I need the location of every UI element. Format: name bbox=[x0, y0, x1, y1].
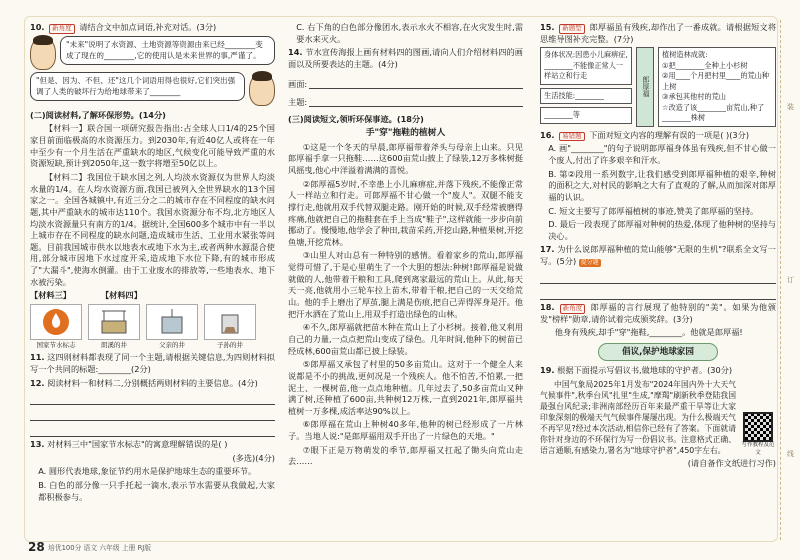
q13-option-c: C. 右下角的白色部分像团水,表示水火不相容,在火灾发生时,需要水来灭火。 bbox=[296, 22, 523, 44]
mind-map-skills: 生活技能:________ bbox=[540, 88, 632, 104]
q18-answer-line[interactable]: 他身有残疾,却手"穿"拖鞋,________。他就是郎厚福! bbox=[554, 327, 743, 338]
page-number: 28 bbox=[28, 539, 45, 554]
dry-well-icon bbox=[210, 307, 250, 337]
section-3-title: (三)阅读短文,领听环保事迹。(18分) bbox=[288, 113, 424, 124]
well-icon bbox=[94, 307, 134, 337]
q19: 19. 根据下面提示写倡议书,做地球的守护者。(30分) bbox=[540, 364, 733, 375]
story-paragraph-6: ⑥郎厚福在荒山上种树40多年,他种的树已经形成了一片林子。当地人说:"是郎厚福用双手开出了一片绿色的天地。" bbox=[288, 419, 523, 442]
q16-option-d: D. 最后一段表现了郎厚福对种树的热爱,体现了他种树的坚持与决心。 bbox=[548, 219, 776, 241]
material-2: 【材料二】我国位于缺水国之列,人均淡水资源仅为世界人均淡水量的1/4。在人均水资源方面,我国已被列入全世界缺水的13个国家之一。全国各城镇中,有近三分之二的城市存在不同程度的缺水问题,其中严重缺水的城市达110个。我国水资源分布不均,北方地区人均淡水资源量只有南方的1/4。据统计,全国600多个城市中有一半以上城市存在不同程度的缺水问题,造成城市生活、工业用水紧张等问题。目前我国城市供水以地表水或地下水为主,或者两种水源混合使用,部分城市因地下水过度开采,造成地下水位下降,有的城市形成了"大漏斗",使海水倒灌。由于工业废水的排放等,一些地表水、地下水被污染。 bbox=[30, 172, 275, 287]
q15: 15. 新题型 郎厚福虽有残疾,却作出了一番成就。请根据短文将思维导图补充完整。(7分) bbox=[540, 22, 776, 44]
story-paragraph-3: ③山里人对山总有一种特别的感情。看着家乡的荒山,郎厚福觉得可惜了,于是心里萌生了一个大胆的想法:种树!郎厚福是说做就做的人,他带着干粮和工具,爬到离家最远的荒山上。从此,每天天一亮,他就用小三轮车拉上苗木,带着干粮,把自己的一天交给荒山。他的手上磨出了厚茧,腿上满是伤痕,把自己弄得浑身是汗。他把汗水洒在了荒山上,用双手打造出绿色的山林。 bbox=[288, 250, 523, 319]
q16-option-a: A. 画"________"的句子说明郎厚福身体虽有残疾,但不甘心做一个废人,付出了许多艰辛和汗水。 bbox=[548, 143, 776, 165]
figure-descendants-well: 子孙的井 bbox=[204, 304, 256, 350]
story-paragraph-5: ⑤郎厚福又承包了村里的50多亩荒山。这对于一个健全人来说都是不小的挑战,更何况是一个残疾人。他不怕苦,不怕累,一把泥土、一棵树苗,他一点点地种植。几年过去了,50多亩荒山又种满了树,还种植了600亩,共种树12万株,一直到2021年,郎厚福共植树一万多棵,成活率达90%以上。 bbox=[288, 359, 523, 416]
q19-body-row bbox=[540, 379, 776, 458]
mind-map-etc: ________等 bbox=[540, 107, 632, 123]
boy-illustration bbox=[30, 36, 56, 70]
dialogue-row-2 bbox=[30, 72, 275, 106]
dialogue-row-1 bbox=[30, 36, 275, 70]
story-title: 手"穿"拖鞋的植树人 bbox=[365, 128, 446, 139]
material-3-4-labels: 【材料三】 【材料四】 bbox=[30, 290, 142, 301]
answer-line[interactable] bbox=[540, 270, 776, 284]
section-2-title: (二)阅读材料,了解环保形势。(14分) bbox=[30, 109, 166, 120]
water-drop-logo-icon bbox=[41, 307, 71, 337]
q16-option-c: C. 短文主要写了郎厚福植树的事迹,赞美了郎厚福的坚持。 bbox=[548, 205, 759, 216]
section-4-banner: 倡议,保护地球家园 bbox=[598, 343, 718, 361]
speech-bubble-2: "但是、因为、不但、还"这几个词语用得也很好,它们突出强调了人类的破坏行为给地球带来了________ bbox=[30, 72, 245, 102]
mind-map-left bbox=[540, 47, 632, 126]
material-1: 【材料一】联合国一项研究报告指出:占全球人口1/4的25个国家目前面临极高的水资源压力。到2030年,有近40亿人或将在一年中至少有一个月生活在严重缺水的地区,气候变化可能导致严重的水资源短缺,预计到2050年,这一数字将增至50亿以上。 bbox=[30, 123, 275, 169]
mind-map-center: 郎厚福 bbox=[636, 47, 654, 126]
q13-score: (多选)(4分) bbox=[232, 452, 275, 463]
q11: 11. 这四则材料都表现了同一个主题,请根据关键信息,为四则材料拟写一个共同的标题:________(2分) bbox=[30, 352, 275, 374]
column-right bbox=[540, 22, 776, 540]
answer-line[interactable] bbox=[540, 286, 776, 300]
girl-illustration bbox=[249, 72, 275, 106]
answer-line[interactable] bbox=[30, 391, 275, 405]
q17: 17. 为什么说郎厚福种植的荒山能够"无限的生机"?联系全文写一写。(5分) 提分题 bbox=[540, 244, 776, 267]
q19-body: 中国气象局2025年1月发布"2024年国内外十大天气气候事件",秋季台风"扎里"生成,"摩羯"刷新秋季登陆我国最强台风纪录;非洲南部经历百年来最严重干旱等让大家印象深刻的极端天气气候事件屡屡出现。为什么极端天气不再罕见?经过本次活动,相信你已经有了答案。下面就请你针对身边的不环保行为写一份倡议书。注意格式正确、语言通顺,有感染力,署名为"地球守护者",450字左右。 bbox=[540, 379, 736, 455]
tag-bonus: 提分题 bbox=[580, 259, 599, 267]
speech-bubble-1: "未来"说明了水资源、土地资源等资源由来已经________变成了现在的________,它的使用认是未来世界的事,严谨了。 bbox=[60, 36, 275, 66]
tag-new-angle: 新角度 bbox=[49, 24, 75, 34]
q13: 13. 对材料三中"国家节水标志"的寓意理解错误的是( ) bbox=[30, 439, 228, 450]
material-figures bbox=[30, 304, 275, 350]
q18: 18. 新角度 郎厚福的言行展现了他特别的"美"。如果为他颁发"榜样"勋章,请你试着完成颁奖辞。(3分) bbox=[540, 301, 776, 324]
mind-map-body-status: 身体状况:因患小儿麻痹症, ________不能像正常人一样站立和行走 bbox=[540, 47, 632, 84]
story-paragraph-4: ④不久,郎厚福就把苗木种在荒山上了小杉树。接着,他又利用自己的力量,一点点把荒山变成了绿色。几年时间,他种下的树苗已经成林,600亩荒山都已披上绿装。 bbox=[288, 322, 523, 356]
binding-margin: 装 订 线 bbox=[780, 20, 798, 540]
q13-option-b: B. 白色的部分像一只手托起一滴水,表示节水需要从我做起,大家都积极参与。 bbox=[38, 480, 275, 502]
q10-prompt: 10. 新角度 请结合文中加点词语,补充对话。(3分) bbox=[30, 22, 217, 32]
q14: 14. 节水宣传海报上画有材料四的图画,请向人们介绍材料四的画面以及所要表达的主题。(4分) bbox=[288, 47, 523, 69]
writing-note: (请自备作文纸进行习作) bbox=[687, 458, 776, 469]
figure-water-saving-logo: 国家节水标志 bbox=[30, 304, 82, 350]
q14-line-theme: 主题: bbox=[288, 91, 523, 109]
answer-line[interactable] bbox=[309, 93, 523, 107]
mind-map-achievements: 植树造林成就: ①把________全种上小杉树 ②用____个月把村里____的荒山种上树 ③承包其他村的荒山 ☆改造了该________亩荒山,种了________株树 bbox=[658, 47, 776, 126]
story-paragraph-7: ⑦眼下正是万物萌发的季节,郎厚福又扛起了锄头向荒山走去…… bbox=[288, 444, 523, 467]
figure-father-well: 父亲的井 bbox=[146, 304, 198, 350]
column-middle bbox=[288, 22, 523, 540]
q13-option-a: A. 圆形代表地球,象征节约用水是保护地球生态的重要环节。 bbox=[38, 466, 257, 477]
well-icon bbox=[152, 307, 192, 337]
answer-line[interactable] bbox=[309, 75, 523, 89]
q14-line-picture: 画面: bbox=[288, 73, 523, 91]
mind-map bbox=[540, 47, 776, 126]
q16-option-b: B. 第②段用一系列数字,让我们感受到郎厚福种植的艰辛,种树的面积之大,对村民的影响之大有了直观的了解,从而加深对郎厚福的认识。 bbox=[548, 168, 776, 202]
answer-line[interactable] bbox=[30, 407, 275, 421]
story-paragraph-2: ②郎厚福5岁时,不幸患上小儿麻痹症,并落下残疾,不能像正常人一样站立和行走。可郎厚福不甘心做一个"废人"。双腿不能支撑行走,他就用双手代替双腿走路。刚开始的时候,双手经常被磨得疼痛,他就把自己的拖鞋套在手上当成"鞋子",这样就能一步步向前挪动了。慢慢地,他学会了种田,栽苗采药,开挖山路,种植果树,开挖鱼塘,开挖荒林。 bbox=[288, 178, 523, 247]
figure-grandfather-well: 朗溪的井 bbox=[88, 304, 140, 350]
column-left bbox=[30, 22, 275, 540]
q12: 12. 阅读材料一和材料二,分别概括两则材料的主要信息。(4分) bbox=[30, 377, 258, 388]
footer-meta: 培优100分 语文 六年级 上册 RJ版 bbox=[48, 544, 152, 553]
answer-line[interactable] bbox=[30, 423, 275, 437]
q16: 16. 易错题 下面对短文内容的理解有误的一项是( )(3分) bbox=[540, 129, 750, 140]
qr-block: 写作教程及范文 bbox=[740, 379, 776, 458]
story-paragraph-1: ①这是一个冬天的早晨,郎厚福带着斧头与母亲上山来。只见郎厚福手拿一只拖鞋……这600亩荒山披上了绿装,12万多株树挺风摇曳,他心中洋溢着满满的喜悦。 bbox=[288, 141, 523, 175]
qr-code-icon[interactable] bbox=[743, 412, 773, 442]
